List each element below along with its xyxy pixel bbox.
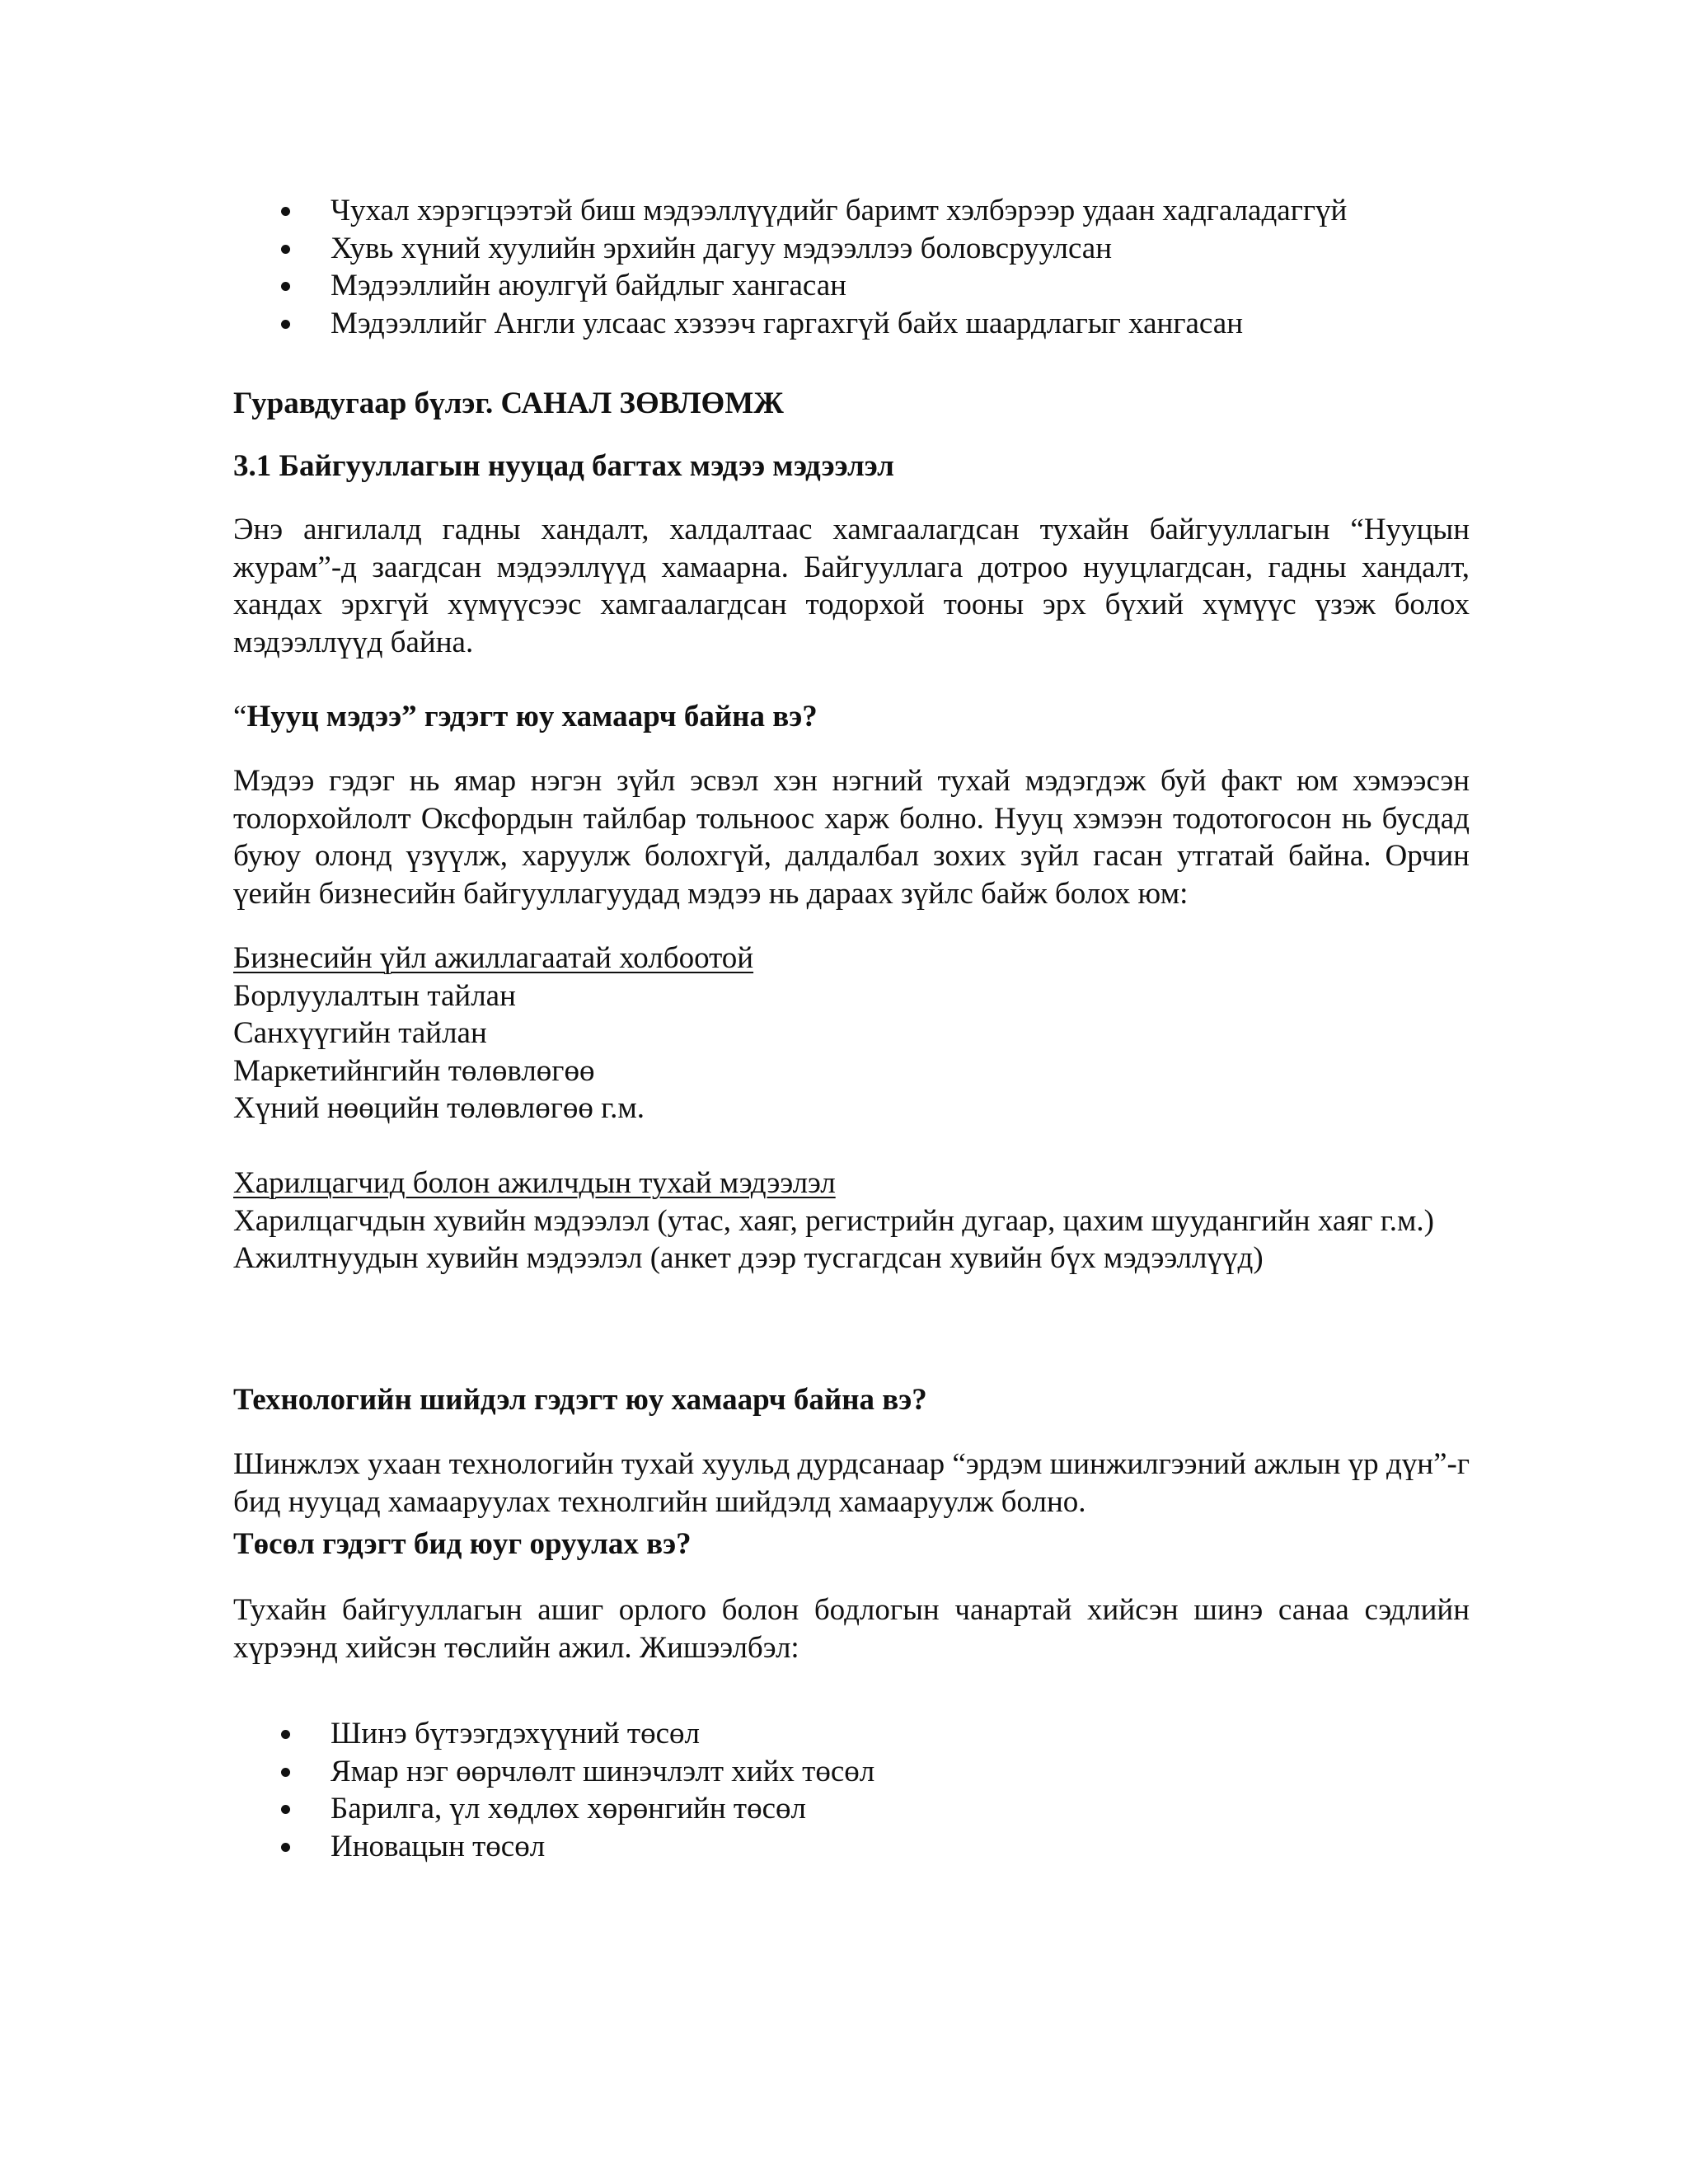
question-heading-secret-info: “Нууц мэдээ” гэдэгт юу хамаарч байна вэ? xyxy=(233,700,818,733)
business-list-title: Бизнесийн үйл ажиллагаатай холбоотой xyxy=(233,941,754,975)
customer-list xyxy=(233,1165,1470,1277)
section-title: 3.1 Байгууллагын нууцад багтах мэдээ мэдээлэл xyxy=(233,449,894,483)
list-item: Мэдээллийн аюулгүй байдлыг хангасан xyxy=(233,267,1470,305)
list-item: Чухал хэрэгцээтэй биш мэдээллүүдийг баримт хэлбэрээр удаан хадгаладаггүй xyxy=(233,192,1470,230)
list-item: Ямар нэг өөрчлөлт шинэчлэлт хийх төсөл xyxy=(233,1753,1470,1791)
question-paragraph-project: Тухайн байгууллагын ашиг орлого болон бодлогын чанартай хийсэн шинэ санаа сэдлийн хүрээнд хийсэн төслийн ажил. Жишээлбэл: xyxy=(233,1593,1470,1665)
bullet-icon xyxy=(281,1768,290,1777)
bullet-icon xyxy=(281,1843,290,1852)
list-item: Борлуулалтын тайлан xyxy=(233,978,516,1013)
question-paragraph-secret-info: Мэдээ гэдэг нь ямар нэгэн зүйл эсвэл хэн нэгний тухай мэдэгдэж буй факт юм хэмээсэн толорхойлолт Оксфордын тайлбар тольноос харж болно. Нууц хэмээн тодотогосон нь бусдад буюу олонд үзүүлж, харуулж болохгүй, далдалбал зохих зүйл гасан утгатай байна. Орчин үеийн бизнесийн байгууллагуудад мэдээ нь дараах зүйлс байж болох юм: xyxy=(233,764,1470,911)
list-item: Санхүүгийн тайлан xyxy=(233,1016,487,1050)
bullet-icon xyxy=(281,1805,290,1814)
list-item: Хүний нөөцийн төлөвлөгөө г.м. xyxy=(233,1091,645,1125)
list-item: Мэдээллийг Англи улсаас хэзээч гаргахгүй байх шаардлагыг хангасан xyxy=(233,305,1470,343)
list-item: Хувь хүний хуулийн эрхийн дагуу мэдээллээ боловсруулсан xyxy=(233,230,1470,268)
list-item: Шинэ бүтээгдэхүүний төсөл xyxy=(233,1715,1470,1753)
project-bullet-list xyxy=(233,1715,1470,1865)
bullet-icon xyxy=(281,245,290,254)
bullet-icon xyxy=(281,320,290,329)
list-item: Барилга, үл хөдлөх хөрөнгийн төсөл xyxy=(233,1790,1470,1828)
question-heading-technology: Технологийн шийдэл гэдэгт юу хамаарч байна вэ? xyxy=(233,1383,927,1417)
business-list xyxy=(233,940,1470,1127)
customer-list-title: Харилцагчид болон ажилчдын тухай мэдээлэл xyxy=(233,1166,836,1200)
list-item: Маркетийнгийн төлөвлөгөө xyxy=(233,1053,595,1088)
question-heading-project: Төсөл гэдэгт бид юуг оруулах вэ? xyxy=(233,1527,692,1561)
bullet-icon xyxy=(281,1730,290,1739)
bullet-icon xyxy=(281,282,290,291)
list-item: Харилцагчдын хувийн мэдээлэл (утас, хаяг, регистрийн дугаар, цахим шуудангийн хаяг г.м.) xyxy=(233,1203,1434,1238)
list-item: Иновацын төсөл xyxy=(233,1828,1470,1866)
chapter-title: Гуравдугаар бүлэг. САНАЛ ЗӨВЛӨМЖ xyxy=(233,387,784,420)
question-paragraph-technology: Шинжлэх ухаан технологийн тухай хуульд дурдсанаар “эрдэм шинжилгээний ажлын үр дүн”-г бид нууцад хамааруулах технолгийн шийдэлд хамааруулж болно. xyxy=(233,1447,1470,1519)
bullet-icon xyxy=(281,207,290,216)
section-paragraph: Энэ ангилалд гадны хандалт, халдалтаас хамгаалагдсан тухайн байгууллагын “Нууцын журам”-д заагдсан мэдээллүүд хамаарна. Байгууллага дотроо нууцлагдсан, гадны хандалт, хандах эрхгүй хүмүүсээс хамгаалагдсан тодорхой тооны эрх бүхий хүмүүс үзэж болох мэдээллүүд байна. xyxy=(233,513,1470,659)
list-item: Ажилтнуудын хувийн мэдээлэл (анкет дээр тусгагдсан хувийн бүх мэдээллүүд) xyxy=(233,1241,1264,1275)
top-bullet-list xyxy=(233,192,1470,342)
